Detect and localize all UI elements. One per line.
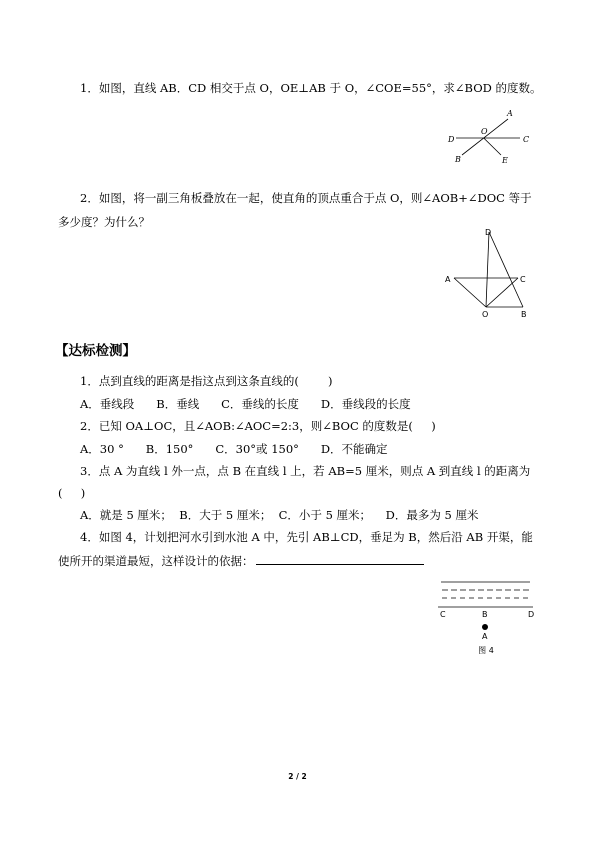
check-2-question: 2．已知 OA⊥OC，且∠AOB:∠AOC=2:3，则∠BOC 的度数是( ): [80, 419, 436, 433]
label-o: O: [481, 127, 488, 136]
check-4-question-line2: [58, 553, 424, 568]
check-2-options: A．30 ° B．150° C．30°或 150° D．不能确定: [80, 442, 388, 456]
answer-blank: [256, 553, 424, 565]
segment-db: [489, 232, 523, 307]
check-1-options: A．垂线段 B．垂线 C．垂线的长度 D．垂线段的长度: [80, 397, 411, 411]
label-o: O: [482, 310, 489, 319]
check-3-question-line1: 3．点 A 为直线 l 外一点，点 B 在直线 l 上，若 AB=5 厘米，则点 A 到直线 l 的距离为: [80, 464, 531, 478]
pool-point-a: [482, 624, 488, 630]
label-e: E: [502, 156, 508, 165]
exercise-2-text-line2: 多少度？为什么？: [58, 215, 150, 229]
label-c: C: [520, 275, 526, 284]
label-a: A: [445, 275, 451, 284]
label-b: B: [482, 610, 488, 619]
section-heading: 【达标检测】: [55, 343, 136, 359]
figure-2-set-squares: [440, 225, 535, 320]
check-1-question: 1．点到直线的距离是指这点到这条直线的( ): [80, 374, 333, 388]
label-c: C: [523, 135, 530, 144]
check-3-options: A．就是 5 厘米； B．大于 5 厘米； C．小于 5 厘米； D．最多为 5 厘米: [80, 508, 479, 522]
label-b: B: [521, 310, 527, 319]
label-b: B: [455, 155, 461, 164]
segment-do: [486, 232, 489, 307]
exercise-2-text-line1: 2．如图，将一副三角板叠放在一起，使直角的顶点重合于点 O，则∠AOB+∠DOC 等于: [80, 191, 532, 205]
label-d: D: [448, 135, 455, 144]
figure-4-caption: 图 4: [478, 646, 494, 655]
exercise-1-text: 1．如图，直线 AB．CD 相交于点 O，OE⊥AB 于 O，∠COE=55°，求∠BOD 的度数。: [80, 81, 542, 95]
check-4-question-line1: 4．如图 4，计划把河水引到水池 A 中，先引 AB⊥CD，垂足为 B，然后沿 AB 开渠，能: [80, 530, 533, 544]
page-number: 2 / 2: [288, 772, 307, 781]
label-c: C: [440, 610, 446, 619]
figure-4-river-and-pool: [436, 574, 538, 660]
check-4-question-line2-text: 使所开的渠道最短，这样设计的依据：: [58, 554, 254, 568]
label-d: D: [485, 228, 492, 237]
figure-1-intersecting-lines: [440, 105, 535, 167]
label-d: D: [528, 610, 535, 619]
label-a: A: [507, 109, 513, 118]
segment-oa: [454, 278, 486, 307]
check-3-question-line2: ( ): [58, 486, 86, 500]
label-a: A: [482, 632, 488, 641]
ray-oe: [484, 138, 501, 155]
line-ab: [462, 119, 508, 155]
segment-oc: [486, 278, 518, 307]
